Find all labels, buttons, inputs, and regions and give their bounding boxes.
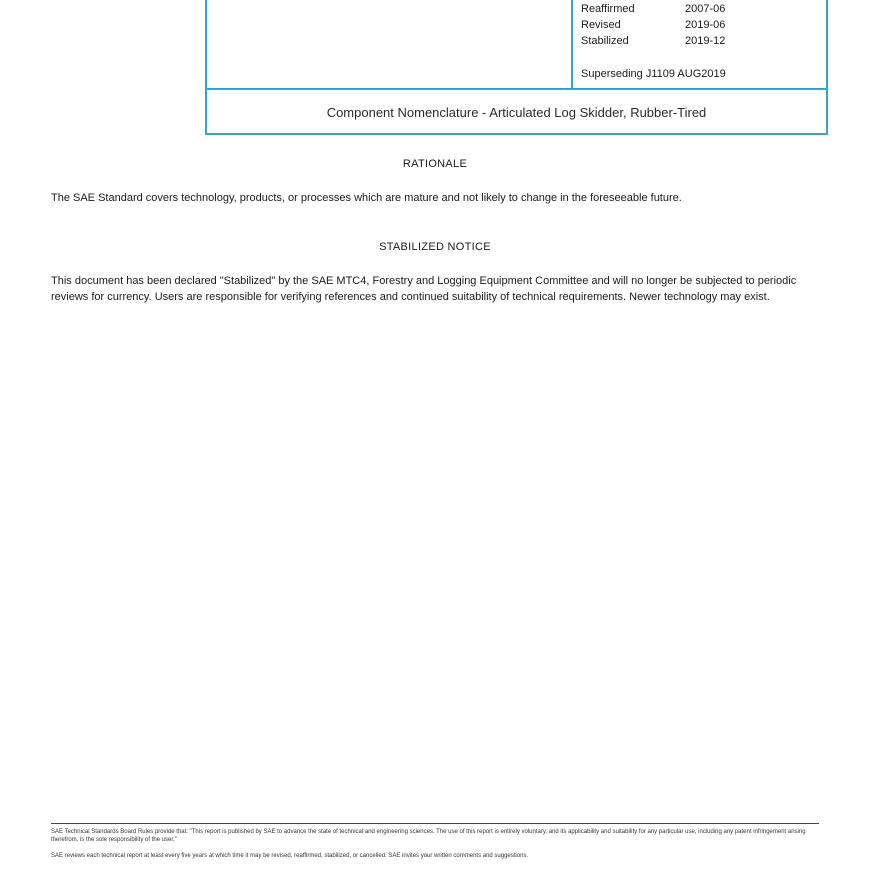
date-history — [581, 1, 805, 49]
stabilized-notice-text: This document has been declared "Stabilized" by the SAE MTC4, Forestry and Logging Equipment Committee and will no longer be subjected to periodic reviews for currency. Users are responsible for verifying references and continued suitability of technical requirements. Newer technology may exist. — [51, 275, 797, 303]
rationale-text: The SAE Standard covers technology, products, or processes which are mature and not likely to change in the foreseeable future. — [51, 192, 682, 204]
stabilized-notice-heading: STABILIZED NOTICE — [379, 241, 491, 253]
date-row-revised — [581, 17, 805, 33]
date-label: Revised — [581, 19, 621, 31]
date-value: 2007-06 — [685, 3, 726, 15]
date-label: Stabilized — [581, 35, 629, 47]
footer-review-note: SAE reviews each technical report at least every five years at which time it may be revised, reaffirmed, stabilized, or cancelled. SAE invites your written comments and suggestions. — [51, 853, 529, 859]
date-label: Reaffirmed — [581, 3, 635, 15]
header-top-section — [207, 0, 826, 90]
footer-rule — [51, 823, 819, 824]
document-header-box — [205, 0, 828, 135]
document-title: Component Nomenclature - Articulated Log Skidder, Rubber-Tired — [326, 105, 707, 120]
date-value: 2019-12 — [685, 35, 726, 47]
footer-disclaimer: SAE Technical Standards Board Rules provide that: "This report is published by SAE to advance the state of technical and engineering sciences. The use of this report is entirely voluntary, and its applicability and suitability for any particular use, including any patent infringement arising therefrom, is the sole responsibility of the user." — [51, 829, 806, 843]
date-row-reaffirmed — [581, 1, 805, 17]
date-value: 2019-06 — [685, 19, 726, 31]
superseding-note: Superseding J1109 AUG2019 — [581, 68, 726, 80]
rationale-heading: RATIONALE — [402, 158, 468, 170]
date-row-stabilized — [581, 33, 805, 49]
header-divider — [571, 0, 573, 90]
